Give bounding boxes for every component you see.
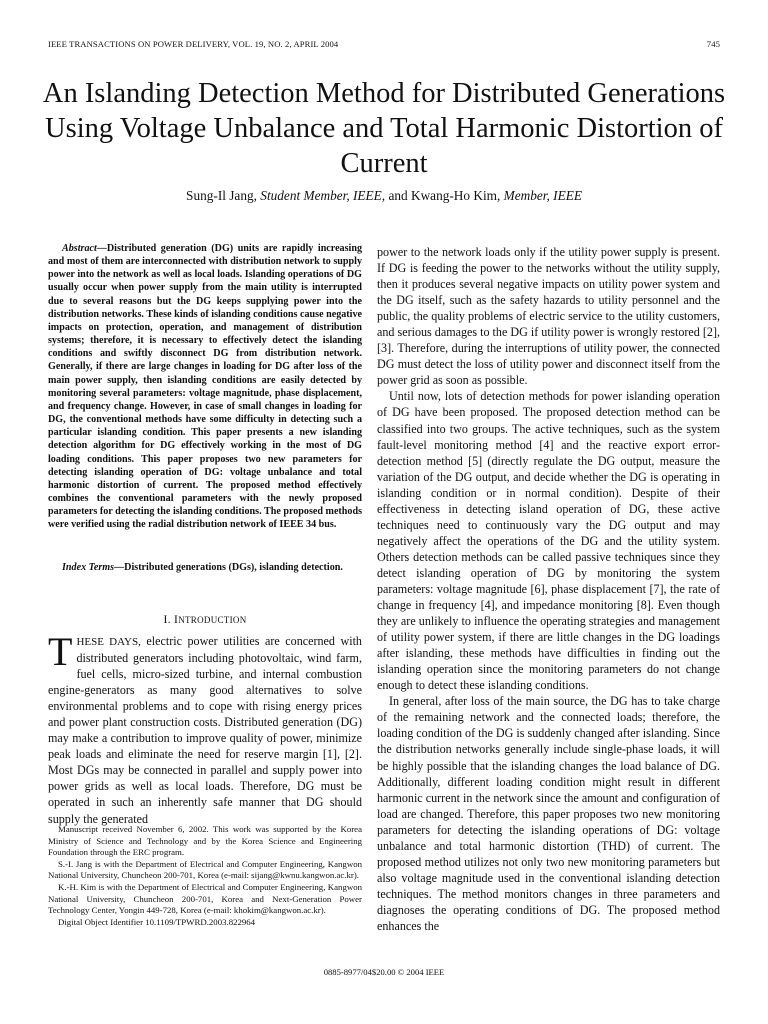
author-1: Sung-Il Jang <box>186 188 254 203</box>
paper-title: An Islanding Detection Method for Distributed Generations Using Voltage Unbalance and Total Harmonic Distortion of Current <box>42 78 726 179</box>
index-terms-text: Distributed generations (DGs), islanding detection. <box>124 562 343 573</box>
intro-paragraph <box>48 629 362 827</box>
author-2-role: Member, IEEE <box>503 188 582 203</box>
author-1-role: Student Member, IEEE, <box>260 188 386 203</box>
section-heading <box>48 613 362 626</box>
section-name: NTRODUCTION <box>178 615 247 625</box>
right-column <box>377 244 720 934</box>
page-number: 745 <box>706 39 720 49</box>
abstract-text: Distributed generation (DG) units are rapidly increasing and most of them are interconnected with distribution network to supply power into the network as well as local loads. Islanding operations of DG usually occur when power supply from the main utility is interrupted due to several reasons but the DG keeps supplying power into the distribution networks. These kinds of islanding conditions cause negative impacts on protection, operation, and management of distribution systems; therefore, it is necessary to effectively detect the islanding conditions and swiftly disconnect DG from distribution network. Generally, if there are large changes in loading for DG after loss of the main power supply, then islanding conditions are easily detected by monitoring several parameters: voltage magnitude, phase displacement, and frequency change. However, in case of small changes in loading for DG, the conventional methods have some difficulty in detecting such a particular islanding condition. This paper presents a new islanding detection algorithm for DG effectively working in the most of DG loading conditions. This paper proposes two new parameters for detecting islanding operation of DG: voltage unbalance and total harmonic distortion of current. The proposed method effectively combines the conventional parameters with the newly proposed parameters for detecting the islanding conditions. The proposed methods were verified using the radial distribution network of IEEE 34 bus. <box>48 243 362 531</box>
abstract-label: Abstract— <box>62 243 107 254</box>
intro-lead: HESE DAYS, <box>76 636 141 648</box>
body-paragraph: power to the network loads only if the utility power supply is present. If DG is feeding the power to the networks without the utility supply, then it produces several negative impacts on utility power system and the DG itself, such as the safety hazards to utility personnel and the public, the quality problems of electric service to the utility customers, and serious damages to the DG if utility power is wrongly restored [2], [3]. Therefore, during the interruptions of utility power, the connected DG must detect the loss of utility power and disconnect itself from the power grid as soon as possible. <box>377 245 720 388</box>
footnote: Manuscript received November 6, 2002. This work was supported by the Korea Ministry of Science and Technology and by the Korea Science and Engineering Foundation through the ERC program. <box>48 824 362 858</box>
intro-text: electric power utilities are concerned with distributed generators including photovoltaic, wind farm, fuel cells, micro-sized turbine, and internal combustion engine-generators as many good alternatives to solve environmental problems and to cope with rising energy prices and power plant construction costs. Distributed generation (DG) may make a contribution to improve quality of power, minimize peak loads and eliminate the need for reserve margin [1], [2]. Most DGs may be connected in parallel and supply power into power grids as well as local loads. Therefore, DG must be operated in such an inherently safe manner that DG should supply the generated <box>48 634 362 826</box>
author-2: Kwang-Ho Kim <box>410 188 498 203</box>
footnote: K.-H. Kim is with the Department of Electrical and Computer Engineering, Kangwon National University, Chuncheon 200-701, Korea and Next-Generation Power Technology Center, Yongin 449-728, Korea (e-mail: khokim@kangwon.ac.kr). <box>48 881 362 916</box>
index-terms <box>48 561 362 574</box>
running-header <box>48 39 720 53</box>
journal-name: IEEE TRANSACTIONS ON POWER DELIVERY, VOL. 19, NO. 2, APRIL 2004 <box>48 39 339 49</box>
footnotes <box>48 824 362 928</box>
body-paragraph: In general, after loss of the main source, the DG has to take charge of the remaining network and the connected loads; therefore, the loading condition of the DG is suddenly changed after islanding. Since the distribution networks generally include single-phase loads, it will be highly possible that the islanding changes the load balance of DG. Additionally, different loading condition might result in different harmonic current in the network since the amount and configuration of load are changed. Therefore, this paper proposes two new monitoring parameters for detecting the islanding operations of DG: voltage unbalance and total harmonic distortion (THD) of current. The proposed method utilizes not only two new monitoring parameters but also voltage magnitude used in the conventional islanding detection techniques. The method monitors changes in three parameters and diagnoses the operating conditions of DG. The proposed method enhances the <box>377 694 720 933</box>
body-paragraph: Until now, lots of detection methods for power islanding operation of DG have been proposed. The proposed detection method can be classified into two groups. The active techniques, such as the system fault-level monitoring method [4] and the reactive export error-detection method [5] (directly regulate the DG output, measure the variation of the DG output, and decide whether the DG is operating in islanding condition or in normal condition). Despite of their effectiveness in detecting island operation of DG, these active techniques need to continuously vary the DG output and may negatively affect the operations of the DG and the utility system. Others detection methods can be called passive techniques since they detect islanding operation of DG by monitoring the system parameters: voltage magnitude [6], phase displacement [7], the rate of change in frequency [4], and impedance monitoring [8]. Even though they are unlikely to influence the operating strategies and management of utility power system, if there are little changes in the DG loadings after islanding, these methods have difficulties in finding out the islanding operation since the monitoring parameters do not change enough to detect these islanding conditions. <box>377 389 720 693</box>
copyright-footer: 0885-8977/04$20.00 © 2004 IEEE <box>323 967 445 977</box>
drop-cap: T <box>48 629 73 674</box>
author-line: Sung-Il Jang, Student Member, IEEE, and Kwang-Ho Kim, Member, IEEE <box>186 188 582 203</box>
footnote-doi: Digital Object Identifier 10.1109/TPWRD.2003.822964 <box>58 916 256 927</box>
footnote: S.-I. Jang is with the Department of Electrical and Computer Engineering, Kangwon National University, Chuncheon 200-701, Korea (e-mail: sijang@kwnu.kangwon.ac.kr). <box>48 858 362 881</box>
index-terms-label: Index Terms— <box>62 562 125 573</box>
section-number: I. I <box>163 613 179 626</box>
author-conjunction: and <box>388 188 408 203</box>
abstract <box>48 242 362 531</box>
